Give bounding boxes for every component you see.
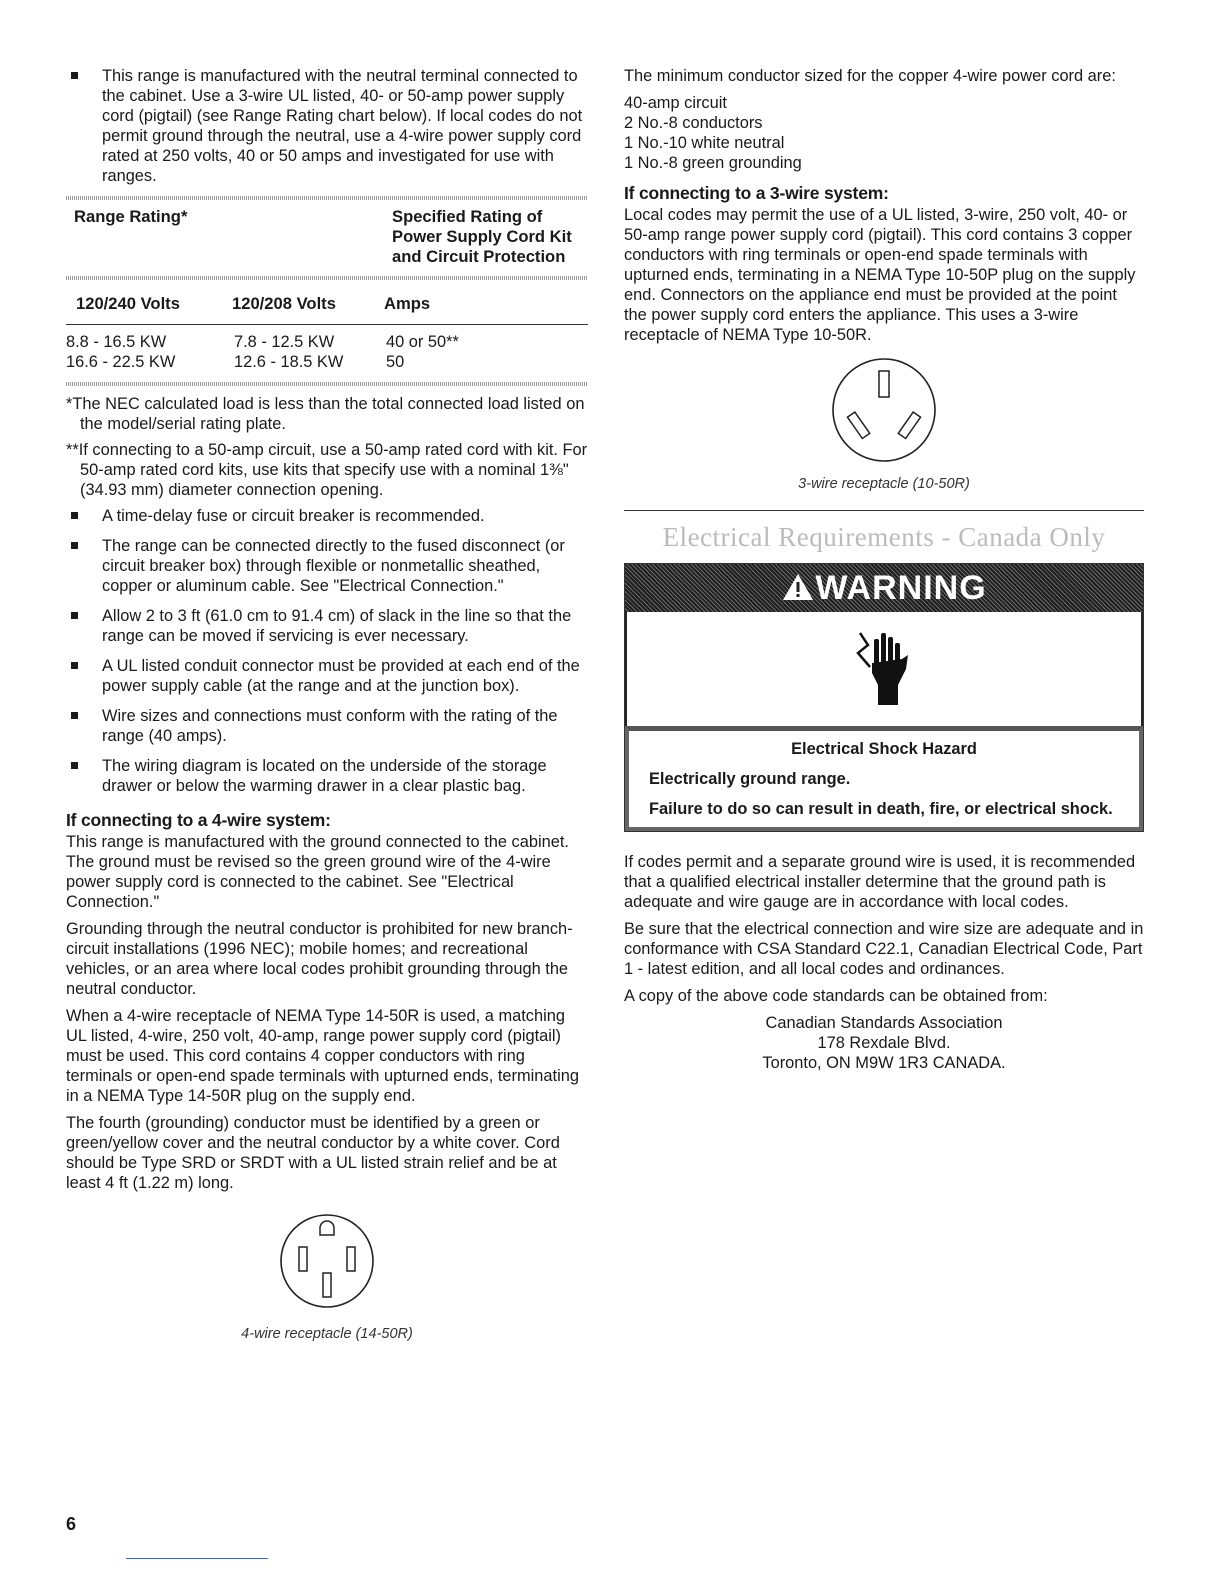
electric-shock-icon — [852, 629, 916, 709]
table-header-row — [66, 200, 588, 276]
canada-para: If codes permit and a separate ground wire is used, it is recommended that a qualified electrical installer determine that the ground path is adequate and wire gauge are in accordance with local codes. — [624, 853, 1136, 911]
warning-title: WARNING — [815, 569, 987, 607]
four-wire-para: This range is manufactured with the ground connected to the cabinet. The ground must be revised so the green ground wire of the 4-wire power supply cord is connected to the cabinet. See "Electrical Connection." — [66, 833, 569, 911]
table-row — [66, 332, 588, 352]
min-conductor-intro: The minimum conductor sized for the copper 4-wire power cord are: — [624, 67, 1116, 85]
address-line: Canadian Standards Association — [765, 1014, 1003, 1032]
header-specified-rating: Specified Rating of Power Supply Cord Kit and Circuit Protection — [392, 207, 572, 266]
warning-header — [625, 564, 1143, 612]
table-row — [66, 352, 588, 372]
footnote-2: **If connecting to a 50-amp circuit, use a 50-amp rated cord with kit. For 50-amp rated cord kits, use kits that specify use with a nominal 1⅜" (34.93 mm) diameter connection opening. — [66, 441, 588, 499]
warning-text — [625, 726, 1143, 831]
four-wire-para: The fourth (grounding) conductor must be identified by a green or green/yellow cover and the neutral conductor by a white cover. Cord should be Type SRD or SRDT with a UL listed strain relief and be at least 4 ft (1.22 m) long. — [66, 1114, 560, 1192]
bullet-icon — [71, 72, 78, 79]
warning-line-1: Electrically ground range. — [649, 770, 851, 788]
bullet-icon — [71, 542, 78, 549]
bullet-text: Wire sizes and connections must conform with the rating of the range (40 amps). — [102, 707, 558, 745]
bottom-divider — [126, 1558, 268, 1559]
cell-208: 7.8 - 12.5 KW — [234, 333, 335, 351]
conductor-list — [624, 93, 1144, 173]
list-item — [66, 66, 588, 186]
warning-line-2: Failure to do so can result in death, fire, or electrical shock. — [649, 800, 1113, 818]
warning-box — [624, 563, 1144, 832]
bullet-text: A UL listed conduit connector must be provided at each end of the power supply cable (at the range and at the junction box). — [102, 657, 580, 695]
cell-240: 8.8 - 16.5 KW — [66, 333, 167, 351]
col-120-240: 120/240 Volts — [76, 294, 180, 313]
three-wire-heading: If connecting to a 3-wire system: — [624, 183, 889, 203]
cell-208: 12.6 - 18.5 KW — [234, 353, 344, 371]
four-wire-receptacle-figure — [66, 1211, 588, 1316]
bullet-icon — [71, 712, 78, 719]
left-column — [66, 66, 588, 1344]
canada-para: A copy of the above code standards can be obtained from: — [624, 987, 1048, 1005]
bullet-text: This range is manufactured with the neutral terminal connected to the cabinet. Use a 3-wire UL listed, 40- or 50-amp power supply cord (pigtail) (see Range Rating chart below). If local codes do not permit ground through the neutral, use a 4-wire power supply cord rated at 250 volts, 40 or 50 amps and investigated for use with ranges. — [102, 67, 583, 185]
divider — [66, 324, 588, 325]
section-title: Electrical Requirements - Canada Only — [662, 522, 1106, 552]
bullet-icon — [71, 512, 78, 519]
list-item — [66, 756, 588, 796]
divider — [624, 510, 1144, 511]
four-wire-caption: 4-wire receptacle (14-50R) — [241, 1326, 413, 1342]
bullet-icon — [71, 762, 78, 769]
requirements-list — [66, 506, 588, 796]
intro-list — [66, 66, 588, 186]
canada-para: Be sure that the electrical connection and wire size are adequate and in conformance with CSA Standard C22.1, Canadian Electrical Code, Part 1 - latest edition, and all local codes and ordinances. — [624, 920, 1144, 978]
list-item: 1 No.-10 white neutral — [624, 134, 785, 152]
range-rating-rows — [66, 332, 588, 372]
warning-icon-area — [625, 612, 1143, 726]
range-rating-columns — [66, 280, 588, 324]
col-120-208: 120/208 Volts — [232, 294, 336, 313]
cell-240: 16.6 - 22.5 KW — [66, 353, 176, 371]
three-wire-receptacle-figure — [624, 355, 1144, 470]
four-wire-para: Grounding through the neutral conductor is prohibited for new branch-circuit installations (1996 NEC); mobile homes; and recreational vehicles, or an area where local codes prohibit grounding through the neutral conductor. — [66, 920, 573, 998]
divider — [66, 382, 588, 386]
three-wire-receptacle-icon — [829, 355, 939, 465]
address-line: 178 Rexdale Blvd. — [817, 1034, 951, 1052]
bullet-text: A time-delay fuse or circuit breaker is recommended. — [102, 507, 485, 525]
four-wire-para: When a 4-wire receptacle of NEMA Type 14-50R is used, a matching UL listed, 4-wire, 250 volt, 40-amp, range power supply cord (pigtail) must be used. This cord contains 4 copper conductors with ring terminals or open-end spade terminals with upturned ends, terminating in a NEMA Type 14-50R plug on the supply end. — [66, 1007, 579, 1105]
bullet-text: The wiring diagram is located on the underside of the storage drawer or below the warming drawer in a clear plastic bag. — [102, 757, 547, 795]
list-item: 1 No.-8 green grounding — [624, 154, 802, 172]
header-range-rating: Range Rating* — [74, 207, 188, 226]
list-item — [66, 656, 588, 696]
list-item — [66, 706, 588, 746]
address-block — [624, 1013, 1144, 1073]
page-number: 6 — [66, 1514, 77, 1534]
table-header-row — [66, 280, 588, 324]
warning-triangle-icon — [781, 572, 815, 602]
cell-amps: 50 — [386, 353, 405, 371]
range-rating-table — [66, 200, 588, 276]
bullet-text: The range can be connected directly to the fused disconnect (or circuit breaker box) through flexible or nonmetallic sheathed, copper or aluminum cable. See "Electrical Connection." — [102, 537, 565, 595]
col-amps: Amps — [384, 294, 431, 313]
four-wire-receptacle-icon — [277, 1211, 377, 1311]
address-line: Toronto, ON M9W 1R3 CANADA. — [762, 1054, 1006, 1072]
bullet-text: Allow 2 to 3 ft (61.0 cm to 91.4 cm) of slack in the line so that the range can be moved if servicing is ever necessary. — [102, 607, 572, 645]
three-wire-caption: 3-wire receptacle (10-50R) — [798, 476, 970, 492]
list-item — [66, 606, 588, 646]
list-item — [66, 506, 588, 526]
right-column — [624, 66, 1144, 1073]
list-item: 40-amp circuit — [624, 94, 727, 112]
cell-amps: 40 or 50** — [386, 333, 459, 351]
list-item — [66, 536, 588, 596]
hazard-title: Electrical Shock Hazard — [791, 740, 977, 758]
list-item: 2 No.-8 conductors — [624, 114, 763, 132]
three-wire-para: Local codes may permit the use of a UL listed, 3-wire, 250 volt, 40- or 50-amp range power supply cord (pigtail). This cord contains 3 copper conductors with ring terminals or open-end spade terminals with upturned ends, terminating in a NEMA Type 10-50P plug on the supply end. Connectors on the appliance end must be provided at the point the power supply cord enters the appliance. This uses a 3-wire receptacle of NEMA Type 10-50R. — [624, 206, 1136, 344]
bullet-icon — [71, 612, 78, 619]
bullet-icon — [71, 662, 78, 669]
footnote-1: *The NEC calculated load is less than the total connected load listed on the model/serial rating plate. — [66, 395, 585, 433]
four-wire-heading: If connecting to a 4-wire system: — [66, 810, 331, 830]
